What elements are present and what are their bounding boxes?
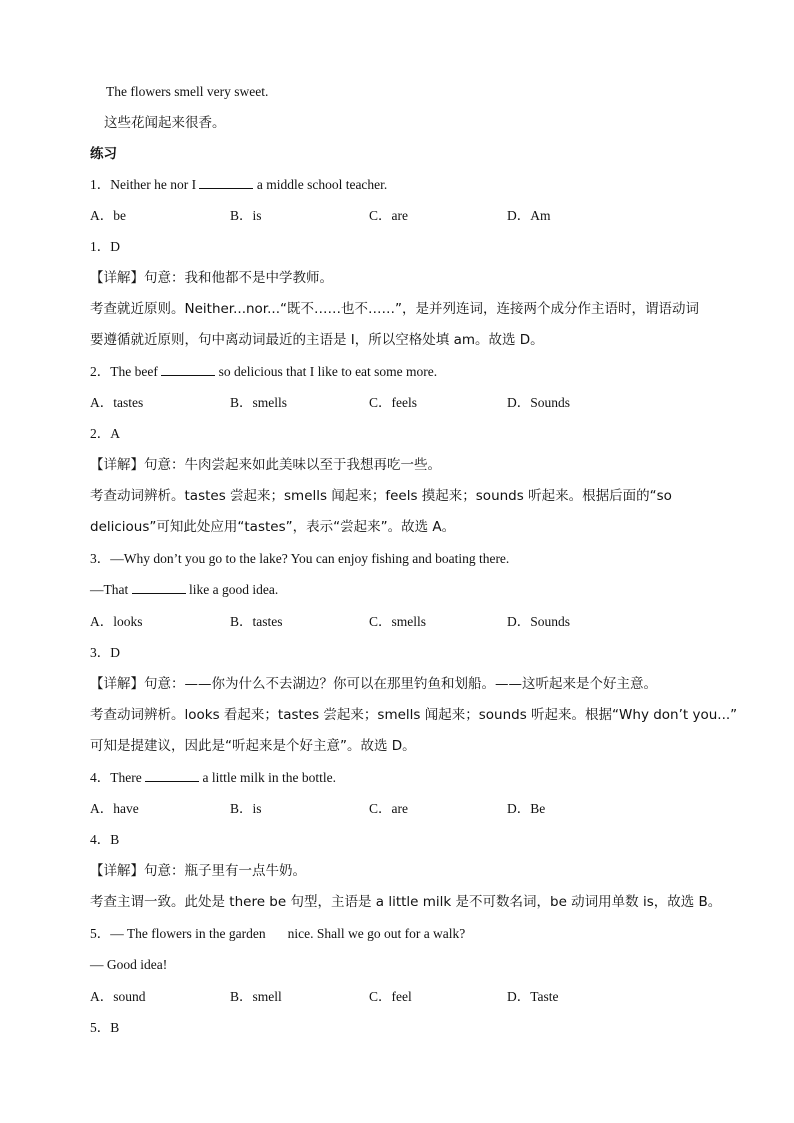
detail-tag: 【详解】 — [90, 863, 144, 879]
option-b: B．tastes — [230, 614, 283, 629]
section-title: 练习 — [90, 146, 117, 162]
question-4-analysis-line-1: 考查主谓一致。此处是 there be 句型，主语是 a little milk 是不可数名词，be 动词用单数 is，故选 B。 — [90, 894, 722, 910]
option-c: C．are — [369, 801, 408, 816]
option-c: C．are — [369, 208, 408, 223]
question-2-options — [90, 394, 690, 412]
answer-blank — [145, 769, 199, 782]
question-3-stem-reply: —That like a good idea. — [90, 582, 279, 597]
answer-blank — [199, 176, 253, 189]
question-2-detail: 【详解】句意：牛肉尝起来如此美味以至于我想再吃一些。 — [90, 457, 441, 473]
question-3-detail: 【详解】句意：——你为什么不去湖边？你可以在那里钓鱼和划船。——这听起来是个好主意。 — [90, 676, 657, 692]
question-4-options — [90, 800, 690, 818]
option-d: D．Taste — [507, 989, 559, 1004]
question-1-answer: 1．D — [90, 239, 120, 254]
question-4-answer: 4．B — [90, 832, 120, 847]
detail-tag: 【详解】 — [90, 270, 144, 286]
question-3-analysis-line-1: 考查动词辨析。looks 看起来；tastes 尝起来；smells 闻起来；sounds 听起来。根据“Why don’t you...” — [90, 707, 738, 723]
question-1-options — [90, 207, 690, 225]
answer-blank — [161, 363, 215, 376]
question-2-analysis-line-1: 考查动词辨析。tastes 尝起来；smells 闻起来；feels 摸起来；sounds 听起来。根据后面的“so — [90, 488, 672, 504]
option-c: C．feels — [369, 395, 417, 410]
question-1-detail: 【详解】句意：我和他都不是中学教师。 — [90, 270, 333, 286]
question-3-stem: 3．—Why don’t you go to the lake? You can enjoy fishing and boating there. — [90, 551, 510, 566]
option-a: A．tastes — [90, 395, 144, 410]
option-a: A．looks — [90, 614, 143, 629]
question-5-stem-reply: — Good idea! — [90, 957, 168, 972]
option-a: A．sound — [90, 989, 146, 1004]
question-1-stem: 1．Neither he nor I a middle school teacher. — [90, 177, 388, 192]
option-c: C．feel — [369, 989, 412, 1004]
question-5-answer: 5．B — [90, 1020, 120, 1035]
question-1-analysis-line-2: 要遵循就近原则，句中离动词最近的主语是 I，所以空格处填 am。故选 D。 — [90, 332, 544, 348]
example-chinese: 这些花闻起来很香。 — [104, 115, 226, 131]
question-2-stem: 2．The beef so delicious that I like to eat some more. — [90, 364, 438, 379]
question-4-detail: 【详解】句意：瓶子里有一点牛奶。 — [90, 863, 306, 879]
question-5-stem: 5．— The flowers in the garden nice. Shall we go out for a walk? — [90, 926, 466, 941]
answer-blank — [132, 581, 186, 594]
question-3-analysis-line-2: 可知是提建议，因此是“听起来是个好主意”。故选 D。 — [90, 738, 416, 754]
option-d: D．Sounds — [507, 614, 571, 629]
option-d: D．Am — [507, 208, 551, 223]
question-1-analysis-line-1: 考查就近原则。Neither...nor...“既不……也不……”，是并列连词，连接两个成分作主语时，谓语动词 — [90, 301, 699, 317]
question-2-answer: 2．A — [90, 426, 120, 441]
option-d: D．Be — [507, 801, 546, 816]
option-b: B．smells — [230, 395, 288, 410]
option-d: D．Sounds — [507, 395, 571, 410]
option-a: A．be — [90, 208, 126, 223]
question-3-answer: 3．D — [90, 645, 120, 660]
option-c: C．smells — [369, 614, 427, 629]
detail-tag: 【详解】 — [90, 676, 144, 692]
question-4-stem: 4．There a little milk in the bottle. — [90, 770, 336, 785]
question-2-analysis-line-2: delicious”可知此处应用“tastes”，表示“尝起来”。故选 A。 — [90, 519, 456, 535]
question-3-options — [90, 613, 690, 631]
option-b: B．is — [230, 208, 262, 223]
example-english: The flowers smell very sweet. — [106, 84, 269, 99]
question-5-options — [90, 988, 690, 1006]
option-b: B．is — [230, 801, 262, 816]
detail-tag: 【详解】 — [90, 457, 144, 473]
option-a: A．have — [90, 801, 139, 816]
option-b: B．smell — [230, 989, 282, 1004]
